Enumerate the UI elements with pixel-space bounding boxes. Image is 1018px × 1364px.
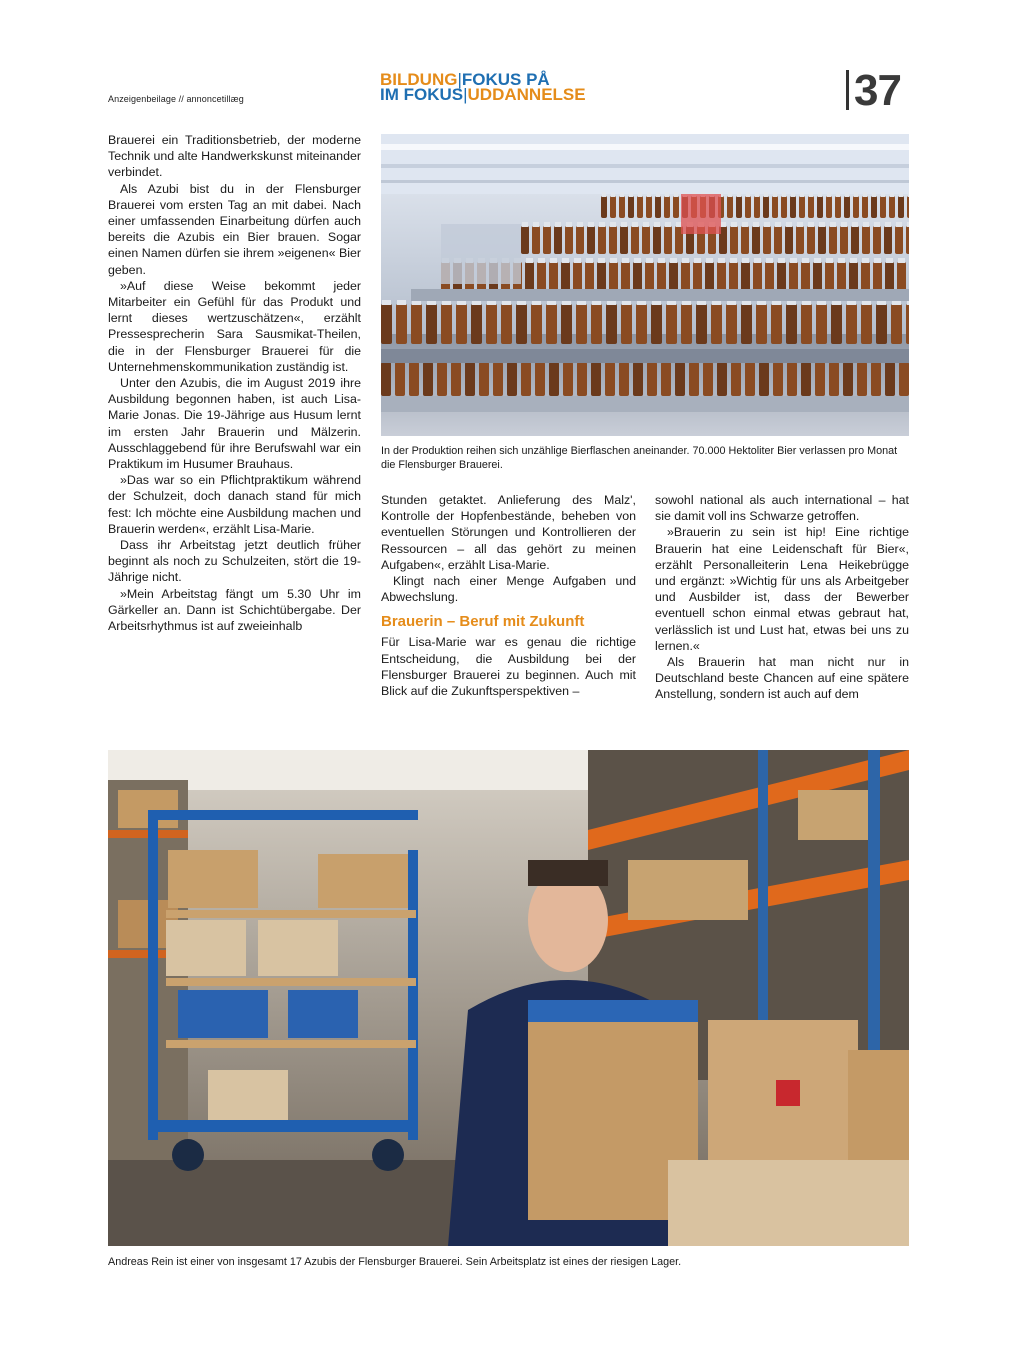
bottle-cap [863,192,867,197]
beer-bottle [730,226,738,254]
bottle-cap [826,258,833,263]
bottle-cap [682,258,689,263]
beer-bottle [451,362,461,396]
logo-da-line1: FOKUS PÅ [461,70,550,89]
beer-bottle [774,226,782,254]
bottle-cap [674,192,678,197]
beer-bottle [606,304,617,344]
beer-bottle [781,196,787,218]
bottle-cap [665,222,671,227]
beer-bottle [577,362,587,396]
beer-bottle [885,362,895,396]
beer-bottle [479,362,489,396]
beer-bottle [763,196,769,218]
bottle-cap [814,258,821,263]
bottle-cap [782,192,786,197]
bottle-cap [764,192,768,197]
beer-bottle [895,226,903,254]
bottle-cap [907,222,909,227]
beer-bottle [717,362,727,396]
beer-bottle [591,304,602,344]
beer-bottle [409,362,419,396]
beer-bottle [772,196,778,218]
bottle-cap [629,192,633,197]
bottle-cap [562,258,569,263]
bottle-cap [797,222,803,227]
bottling-line-illustration [381,134,909,436]
article-column-3 [655,492,909,703]
beer-bottle [817,196,823,218]
supplement-kicker: Anzeigenbeilage // annoncetillæg [108,94,244,104]
beer-bottle [546,304,557,344]
bottle-cap [522,222,528,227]
beer-bottle [610,196,616,218]
beer-bottle [628,196,634,218]
beer-bottle [880,196,886,218]
bottle-cap [742,222,748,227]
beer-bottle [395,362,405,396]
bottle-cap [555,222,561,227]
beer-bottle [563,362,573,396]
beer-bottle [605,362,615,396]
beer-bottle [871,196,877,218]
beer-bottle [840,226,848,254]
bottle-cap [885,222,891,227]
beer-bottle [621,304,632,344]
beer-bottle [873,226,881,254]
bottle-cap [730,258,737,263]
bottle-cap [800,192,804,197]
beer-bottle [741,226,749,254]
beer-bottle [831,304,842,344]
bottle-cap [838,258,845,263]
bottle-cap [862,258,869,263]
beer-bottle [752,226,760,254]
beer-bottle [731,362,741,396]
beer-bottle [619,362,629,396]
column-2-paragraphs-before [381,492,636,605]
bottle-cap [827,192,831,197]
beer-bottle [889,196,895,218]
beer-bottle [493,362,503,396]
bottle-cap [566,222,572,227]
beer-bottle [727,196,733,218]
beer-bottle [664,226,672,254]
beer-bottle [636,304,647,344]
bottle-cap [610,222,616,227]
beer-bottle [456,304,467,344]
beer-bottle [507,362,517,396]
beer-bottle [786,304,797,344]
beer-bottle [835,196,841,218]
beer-bottle [576,304,587,344]
column1-paragraph: »Mein Arbeitstag fängt um 5.30 Uhr im Gärkeller an. Dann ist Schichtübergabe. Der Arbeitsrhythmus ist auf zweieinhalb [108,586,361,634]
bottle-cap [753,222,759,227]
bottle-cap [791,192,795,197]
bottle-cap [830,222,836,227]
bottle-cap [786,222,792,227]
beer-bottle [471,304,482,344]
bottle-cap [896,222,902,227]
bottle-cap [898,258,905,263]
top-photo-caption: In der Produktion reihen sich unzählige Bierflaschen aneinander. 70.000 Hektoliter Bier verlassen pro Monat die Flensburger Brauerei. [381,445,898,471]
beer-bottle [898,196,904,218]
bottle-cap [863,222,869,227]
beer-bottle [711,304,722,344]
bottle-cap [397,300,406,305]
beer-bottle [661,362,671,396]
section-logo [380,72,586,102]
column1-paragraph: »Auf diese Weise bekommt jeder Mitarbeiter ein Gefühl für das Produkt und lernt dieses wertzuschätzen«, erzählt Pressesprecherin Sara Sausmikat-Theilen, die in der Flensburger Brauerei für die Unternehmenskommunikation zuständig ist. [108,278,361,374]
bottle-cap [874,258,881,263]
bottle-cap [881,192,885,197]
beer-bottle [853,196,859,218]
bottle-cap [908,192,909,197]
beer-bottle [565,226,573,254]
beer-bottle [666,304,677,344]
bottle-cap [766,258,773,263]
beer-bottle [521,226,529,254]
bottle-cap [809,192,813,197]
beer-bottle [675,362,685,396]
logo-de-line2: IM FOKUS [380,85,464,104]
bottle-cap [599,222,605,227]
beer-bottle [521,362,531,396]
bottle-cap [694,258,701,263]
column-2-paragraphs-after [381,634,636,699]
beer-bottle [790,196,796,218]
bottle-cap [632,222,638,227]
beer-bottle [576,226,584,254]
beer-bottle [651,304,662,344]
article-column-2 [381,492,636,699]
beer-bottle [756,304,767,344]
beer-bottle [785,226,793,254]
bottle-cap [802,258,809,263]
bottle-cap [586,258,593,263]
bottle-cap [886,258,893,263]
beer-bottle [535,362,545,396]
beer-bottle [703,362,713,396]
beer-bottle [664,196,670,218]
beer-bottle [554,226,562,254]
bottle-cap [656,192,660,197]
bottle-cap [670,258,677,263]
bottling-line-photo [381,134,909,436]
beer-bottle [642,226,650,254]
column3-paragraph: »Brauerin zu sein ist hip! Eine richtige Brauerin hat eine Leidenschaft für Bier«, erzählt Personalleiterin Lena Heikebrügge und ergänzt: »Wichtig für uns als Arbeitgeber und Ausbilder ist, dass der Bewerber eventuell schon einmal etwas gebraut hat, verlässlich ist und Lust hat, etwas bei uns zu lernen.« [655,525,909,653]
beer-bottle [876,304,887,344]
bottle-cap [773,192,777,197]
beer-bottle [501,304,512,344]
beer-bottle [745,196,751,218]
beer-bottle [587,226,595,254]
bottle-cap [634,258,641,263]
beer-bottle [741,304,752,344]
bottle-cap [818,192,822,197]
bottle-cap [602,192,606,197]
logo-divider: | [457,70,462,89]
beer-bottle [689,362,699,396]
beer-bottle [799,196,805,218]
bottle-cap [598,258,605,263]
column2-paragraph: Klingt nach einer Menge Aufgaben und Abwechslung. [381,574,636,605]
beer-bottle [807,226,815,254]
bottle-cap [574,258,581,263]
bottle-cap [754,258,761,263]
bottle-cap [854,192,858,197]
beer-bottle [633,362,643,396]
beer-bottle [646,196,652,218]
beer-bottle [655,196,661,218]
column2-paragraph: Stunden getaktet. Anlieferung des Malz', Kontrolle der Hopfenbestände, beheben von eventuellen Störungen und Kontrollieren der Ressourcen – all das gehört zu meinen Aufgaben«, erzählt Lisa-Marie. [381,493,636,572]
beer-bottle [899,362,909,396]
bottle-cap [890,192,894,197]
beer-bottle [818,226,826,254]
beer-bottle [423,362,433,396]
beer-bottle [826,196,832,218]
column2-paragraph: Für Lisa-Marie war es genau die richtige Entscheidung, die Ausbildung bei der Flensburger Brauerei zu beginnen. Auch mit Blick auf die Zukunftsperspektiven – [381,635,636,699]
beer-bottle [801,304,812,344]
bottle-cap [706,258,713,263]
beer-bottle [531,304,542,344]
beer-bottle [829,226,837,254]
beer-bottle [601,196,607,218]
beer-bottle [396,304,407,344]
subheading: Brauerin – Beruf mit Zukunft [381,613,585,631]
bottle-cap [872,192,876,197]
beer-bottle [609,226,617,254]
beer-bottle [871,362,881,396]
beer-bottle [441,304,452,344]
bottle-cap [611,192,615,197]
beer-bottle [843,362,853,396]
beer-bottle [862,196,868,218]
column1-paragraph: »Das war so ein Pflichtpraktikum während der Schulzeit, doch danach stand für mich fest: Ich möchte eine Ausbildung machen und Brauerin werden«, erzählt Lisa-Marie. [108,473,361,536]
beer-bottle [381,304,392,344]
beer-bottle [773,362,783,396]
beer-bottle [549,362,559,396]
beer-bottle [846,304,857,344]
beer-bottle [381,362,391,396]
beer-bottle [681,304,692,344]
page-number: 37 [854,66,901,115]
beer-bottle [816,304,827,344]
beer-bottle [844,196,850,218]
bottle-cap [533,222,539,227]
bottle-cap [836,192,840,197]
bottle-cap [610,258,617,263]
beer-bottle [787,362,797,396]
beer-bottle [437,362,447,396]
beer-bottle [801,362,811,396]
column1-paragraph: Unter den Azubis, die im August 2019 ihre Ausbildung begonnen haben, ist auch Lisa-Marie Jonas. Die 19-Jährige aus Husum lernt im ersten Jahr Brauerin und Mälzerin. Ausschlaggebend für ihre Berufswahl war ein Praktikum im Husumer Brauhaus. [108,376,361,472]
column1-paragraph: Brauerei ein Traditionsbetrieb, der moderne Technik und alte Handwerkskunst miteinander verbindet. [108,133,361,180]
column1-paragraph: Dass ihr Arbeitstag jetzt deutlich früher beginnt als noch zu Schulzeiten, stört die 19-Jährige nicht. [108,538,361,585]
page-number-rule [846,70,849,110]
beer-bottle [631,226,639,254]
bottle-cap [728,192,732,197]
beer-bottle [906,304,909,344]
beer-bottle [796,226,804,254]
beer-bottle [543,226,551,254]
bottle-cap [899,192,903,197]
beer-bottle [815,362,825,396]
bottle-cap [622,258,629,263]
beer-bottle [857,362,867,396]
bottle-cap [382,300,391,305]
bottle-cap [647,192,651,197]
beer-bottle [673,196,679,218]
beer-bottle [736,196,742,218]
bottle-cap [621,222,627,227]
article-column-1 [108,132,361,634]
beer-bottle [754,196,760,218]
beer-bottle [763,226,771,254]
bottle-cap [577,222,583,227]
beer-bottle [598,226,606,254]
beer-bottle [861,304,872,344]
beer-bottle [465,362,475,396]
warehouse-photo [108,750,909,1246]
beer-bottle [829,362,839,396]
bottle-cap [550,258,557,263]
bottle-cap [654,222,660,227]
bottle-cap [620,192,624,197]
bottle-cap [638,192,642,197]
bottle-cap [731,222,737,227]
bottle-cap [778,258,785,263]
beer-bottle [486,304,497,344]
beer-bottle [808,196,814,218]
bottle-cap [737,192,741,197]
bottom-photo-caption: Andreas Rein ist einer von insgesamt 17 Azubis der Flensburger Brauerei. Sein Arbeitsplatz ist eines der riesigen Lager. [108,1256,682,1268]
column1-paragraph: Als Azubi bist du in der Flensburger Brauerei vom ersten Tag an mit dabei. Nach einer umfassenden Einarbeitung dürfen auch bereits die Azubis ein Bier brauen. Sogar einen Namen dürfen sie ihrem »eigenen« Bier geben. [108,181,361,277]
beer-bottle [726,304,737,344]
bottle-cap [850,258,857,263]
beer-bottle [653,226,661,254]
logo-da-line2: UDDANNELSE [467,85,586,104]
beer-bottle [906,226,909,254]
logo-de-line1: BILDUNG [380,70,458,89]
beer-bottle [696,304,707,344]
bottle-cap [718,258,725,263]
bottle-cap [526,258,533,263]
beer-bottle [619,196,625,218]
beer-bottle [647,362,657,396]
beer-bottle [561,304,572,344]
beer-bottle [637,196,643,218]
beer-bottle [862,226,870,254]
beer-bottle [620,226,628,254]
bottle-cap [841,222,847,227]
bottle-cap [588,222,594,227]
bottle-cap [764,222,770,227]
bottle-cap [808,222,814,227]
bottle-cap [755,192,759,197]
bottle-cap [819,222,825,227]
beer-bottle [516,304,527,344]
bottle-cap [790,258,797,263]
bottle-cap [775,222,781,227]
bottle-cap [874,222,880,227]
bottle-cap [665,192,669,197]
beer-bottle [591,362,601,396]
beer-bottle [759,362,769,396]
bottle-cap [852,222,858,227]
beer-bottle [532,226,540,254]
bottle-cap [646,258,653,263]
bottle-cap [845,192,849,197]
bottle-cap [544,222,550,227]
bottle-cap [658,258,665,263]
logo-divider-2: | [463,85,468,104]
bottle-cap [746,192,750,197]
beer-bottle [907,196,909,218]
beer-bottle [411,304,422,344]
beer-bottle [771,304,782,344]
bottle-cap [742,258,749,263]
bottle-cap [643,222,649,227]
column3-paragraph: Als Brauerin hat man nicht nur in Deutschland beste Chancen auf eine spätere Anstellung, sondern ist auch auf dem [655,655,909,702]
beer-bottle [891,304,902,344]
beer-bottle [745,362,755,396]
warehouse-illustration [108,750,909,1246]
beer-bottle [851,226,859,254]
bottle-cap [538,258,545,263]
beer-bottle [426,304,437,344]
column3-paragraph: sowohl national als auch international – hat sie damit voll ins Schwarze getroffen. [655,493,909,524]
beer-bottle [884,226,892,254]
